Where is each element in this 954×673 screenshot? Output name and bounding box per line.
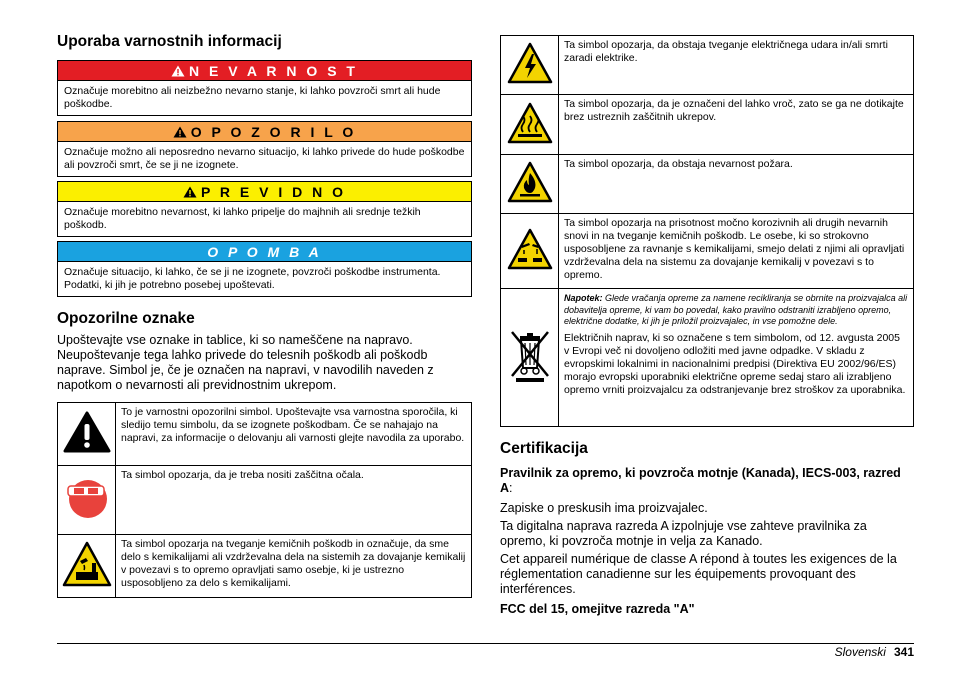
left-symbol-table [57, 402, 472, 598]
caution-box [57, 181, 472, 237]
corrosive-icon [507, 228, 553, 270]
canada-heading [500, 466, 914, 496]
danger-box [57, 60, 472, 116]
table-row [501, 289, 914, 427]
footer-rule [57, 643, 914, 644]
danger-text: Označuje morebitno ali neizbežno nevarno stanje, ki lahko povzroči smrt ali hude poškodbe. [64, 85, 441, 110]
table-row [501, 95, 914, 155]
table-row [58, 403, 472, 466]
symbol-text: Ta simbol opozarja na prisotnost močno korozivnih ali drugih nevarnih snovi in na tveganje kemičnih poškodb. Le osebe, ki so strokovno usposobljene za ravnanje s kemikalijami, smejo delati z njimi ali opravljati vzdrževalna dela na sistemu za dovajanje kemikalij v povezavi s to opremo. [559, 214, 914, 289]
canada-paragraph-2: Ta digitalna naprava razreda A izpolnjuje vse zahteve pravilnika za opremo, ki povzroča motnje in velja za Kanado. [500, 519, 867, 548]
canada-paragraph-3: Cet appareil numérique de classe A répond à toutes les exigences de la réglementation canadienne sur les équipements provoquant des interférences. [500, 552, 897, 596]
warning-label: O P O Z O R I L O [190, 124, 357, 140]
footer-language: Slovenski [834, 645, 886, 659]
electrical-hazard-icon [507, 42, 553, 84]
right-symbol-table [500, 35, 914, 427]
table-row [58, 535, 472, 598]
warning-triangle-icon [183, 186, 197, 198]
caution-label: P R E V I D N O [200, 184, 347, 200]
warning-box [57, 121, 472, 177]
notice-label: O P O M B A [207, 244, 322, 260]
fire-hazard-icon [507, 161, 553, 203]
warning-text: Označuje možno ali neposredno nevarno situacijo, ki lahko privede do hude poškodbe ali povzroči smrt, če se ji ne izognete. [64, 146, 465, 171]
table-row [58, 466, 472, 535]
table-row [501, 214, 914, 289]
safety-info-title: Uporaba varnostnih informacij [57, 33, 282, 50]
danger-label: N E V A R N O S T [189, 63, 358, 79]
warning-labels-title: Opozorilne oznake [57, 310, 195, 327]
table-row [501, 155, 914, 214]
symbol-text: Ta simbol opozarja, da je treba nositi zaščitna očala. [116, 466, 472, 535]
chemical-hazard-icon [62, 541, 112, 587]
weee-note [564, 293, 908, 328]
caution-text: Označuje morebitno nevarnost, ki lahko pripelje do majhnih ali srednje težkih poškodb. [64, 206, 421, 231]
canada-heading-colon: : [509, 481, 513, 495]
warning-triangle-icon [173, 126, 187, 138]
symbol-text: Ta simbol opozarja, da obstaja tveganje električnega udara in/ali smrti zaradi elektrike. [559, 36, 914, 95]
symbol-text: Ta simbol opozarja na tveganje kemičnih poškodb in označuje, da sme delo s kemikalijami ali vzdrževalna dela na sistemih za dovajanje kemikalij v povezavi s to opremo opravljati samo osebje, ki je ustrezno usposobljeno za delo s kemikalijami. [116, 535, 472, 598]
fcc-heading: FCC del 15, omejitve razreda "A" [500, 602, 695, 616]
weee-text: Električnih naprav, ki so označene s tem simbolom, od 12. avgusta 2005 v Evropi več ni dovoljeno odložiti med javne odpadke. V skladu z evropskimi lokalnimi in nacionalnimi predpisi (Direktiva EU 2002/96/ES) morajo evropski uporabniki električne opreme sedaj staro ali izrabljeno opremo vrniti proizvajalcu za odstranjevanje brez stroškov za uporabnika. [564, 331, 906, 396]
general-warning-icon [63, 411, 111, 453]
page-footer [835, 645, 914, 659]
canada-paragraph-1: Zapiske o preskusih ima proizvajalec. [500, 501, 708, 515]
warning-labels-text: Upoštevajte vse oznake in tablice, ki so nameščene na napravo. Neupoštevanje tega lahko privede do telesnih poškodb ali poškodb naprave. Simbol je, če je označen na napravi, v navodilih naveden z napotkom o nevarnosti ali previdnostnim ukrepom. [57, 333, 434, 392]
certification-title: Certifikacija [500, 440, 588, 457]
weee-note-label: Napotek: [564, 293, 603, 303]
canada-heading-text: Pravilnik za opremo, ki povzroča motnje (Kanada), IECS-003, razred A [500, 466, 901, 495]
weee-note-text: Glede vračanja opreme za namene recikliranja se obrnite na proizvajalca ali dobavitelja opreme, ki vam bo povedal, kako pravilno odstraniti izrabljeno opremo, električne dodatke, ki jih je priložil proizvajalec, in vse pomožne dele. [564, 293, 908, 326]
notice-box [57, 241, 472, 297]
warning-triangle-icon [171, 65, 185, 77]
hot-surface-icon [507, 102, 553, 144]
table-row [501, 36, 914, 95]
notice-text: Označuje situacijo, ki lahko, če se ji ne izognete, povzroči poškodbe instrumenta. Podatki, ki jih je potrebno posebej upoštevati. [64, 266, 441, 291]
weee-crossed-bin-icon [508, 328, 552, 384]
symbol-text: Ta simbol opozarja, da obstaja nevarnost požara. [559, 155, 914, 214]
safety-glasses-icon [66, 472, 108, 524]
symbol-text: To je varnostni opozorilni simbol. Upoštevajte vsa varnostna sporočila, ki sledijo temu simbolu, da se izognete poškodbam. Če se nahajajo na napravi, za informacije o delovanju ali varnosti glejte navodila za uporabo. [116, 403, 472, 466]
page-number: 341 [893, 645, 914, 659]
symbol-text: Ta simbol opozarja, da je označeni del lahko vroč, zato se ga ne dotikajte brez ustreznih zaščitnih ukrepov. [559, 95, 914, 155]
